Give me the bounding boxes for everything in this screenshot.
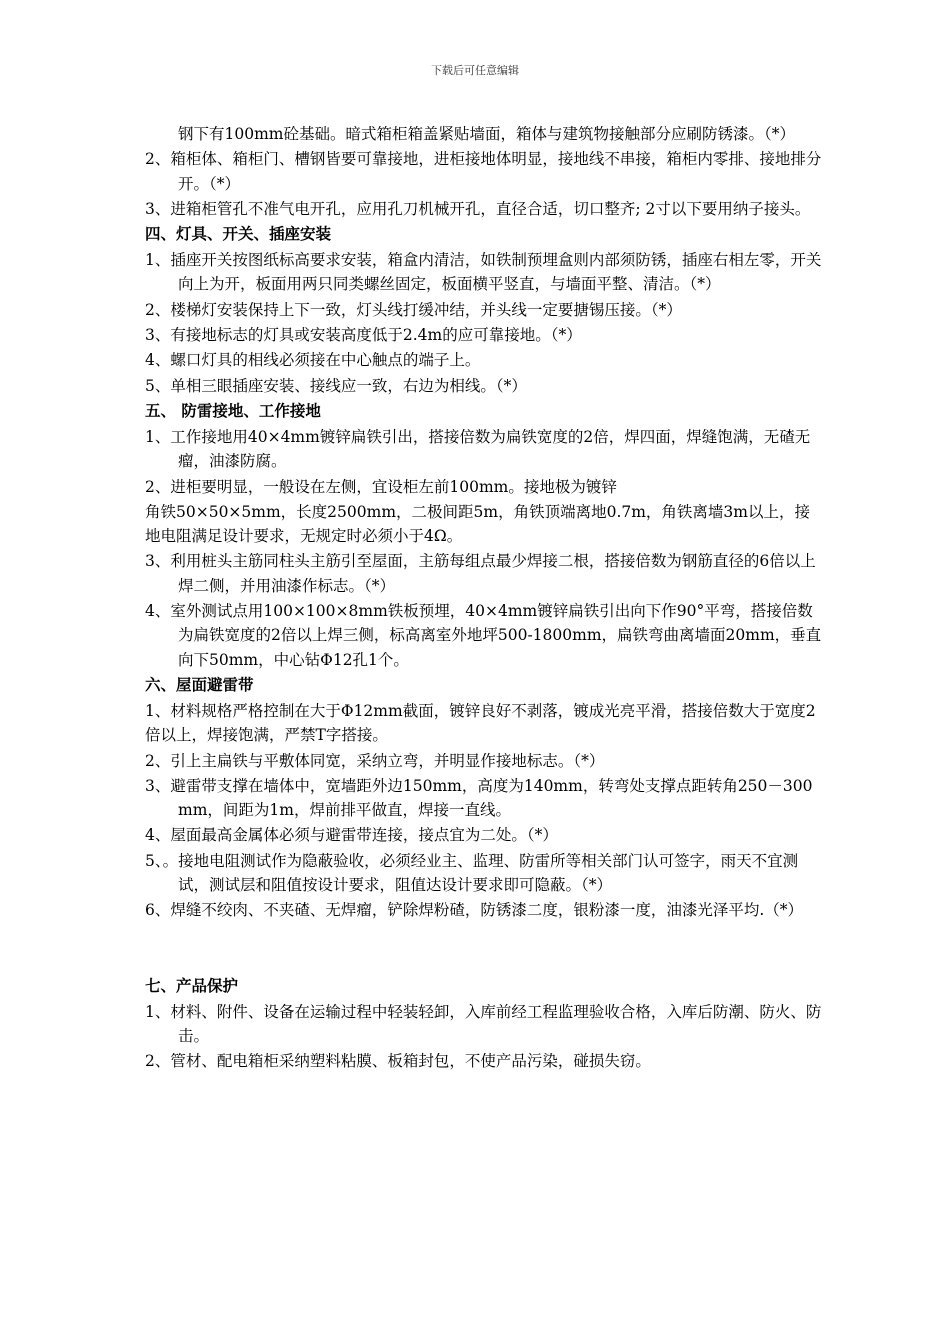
section-heading: 四、灯具、开关、插座安装	[145, 225, 332, 244]
list-item: 1、插座开关按图纸标高要求安装，箱盒内清洁，如铁制预埋盒则内部须防锈，插座右相左零，开关向上为开，板面用两只同类螺丝固定，板面横平竖直，与墙面平整、清洁。（*）	[145, 251, 822, 294]
list-item: 2、管材、配电箱柜采纳塑料粘膜、板箱封包，不使产品污染，碰损失窃。	[145, 1052, 651, 1071]
list-item: 3、进箱柜管孔不准气电开孔，应用孔刀机械开孔，直径合适，切口整齐; 2寸以下要用纳子接头。	[145, 199, 811, 218]
list-item: 5、。接地电阻测试作为隐蔽验收，必须经业主、监理、防雷所等相关部门认可签字，雨天不宜测试，测试层和阻值按设计要求，阻值达设计要求即可隐蔽。（*）	[145, 851, 799, 895]
paragraph-continuation: 钢下有100mm砼基础。暗式箱柜箱盖紧贴墙面，箱体与建筑物接触部分应刷防锈漆。（*）	[178, 125, 795, 143]
page-header: 下载后可任意编辑	[431, 64, 519, 77]
list-item: 3、利用桩头主筋同柱头主筋引至屋面，主筋每组点最少焊接二根，搭接倍数为钢筋直径的6倍以上焊二侧，并用油漆作标志。（*）	[145, 552, 816, 595]
section-heading: 五、 防雷接地、工作接地	[145, 401, 321, 420]
list-item: 1、材料、附件、设备在运输过程中轻装轻卸，入库前经工程监理验收合格，入库后防潮、防火、防击。	[145, 1002, 822, 1045]
section-heading: 七、产品保护	[145, 976, 239, 995]
list-item: 5、单相三眼插座安装、接线应一致，右边为相线。（*）	[145, 376, 527, 395]
list-item: 4、屋面最高金属体必须与避雷带连接，接点宜为二处。（*）	[145, 826, 558, 845]
list-item: 2、楼梯灯安装保持上下一致，灯头线打缓冲结，并头线一定要搪锡压接。（*）	[145, 300, 682, 319]
list-item: 4、螺口灯具的相线必须接在中心触点的端子上。	[145, 351, 481, 370]
paragraph: 角铁50×50×5mm，长度2500mm，二极间距5m，角铁顶端离地0.7m，角铁离墙3m以上，接地电阻满足设计要求，无规定时必须小于4Ω。	[145, 502, 810, 546]
list-item: 3、有接地标志的灯具或安装高度低于2.4m的应可靠接地。（*）	[145, 326, 582, 345]
paragraph: 1、材料规格严格控制在大于Φ12mm截面，镀锌良好不剥落，镀成光亮平滑，搭接倍数大于宽度2倍以上，焊接饱满，严禁T字搭接。	[145, 701, 816, 745]
list-item: 2、引上主扁铁与平敷体同宽，采纳立弯，并明显作接地标志。（*）	[145, 751, 605, 770]
list-item: 2、进柜要明显，一般设在左侧，宜设柜左前100mm。接地极为镀锌	[145, 477, 617, 496]
section-gap	[145, 924, 825, 974]
list-item: 2、箱柜体、箱柜门、槽钢皆要可靠接地，进柜接地体明显，接地线不串接，箱柜内零排、接地排分开。（*）	[145, 150, 822, 193]
list-item: 6、焊缝不绞肉、不夹碴、无焊瘤，铲除焊粉碴，防锈漆二度，银粉漆一度，油漆光泽平均.（*）	[145, 901, 804, 920]
list-item: 1、工作接地用40×4mm镀锌扁铁引出，搭接倍数为扁铁宽度的2倍，焊四面，焊缝饱满，无碴无瘤，油漆防腐。	[145, 427, 811, 471]
section-heading: 六、屋面避雷带	[145, 675, 254, 694]
list-item: 3、避雷带支撑在墙体中，宽墙距外边150mm，高度为140mm，转弯处支撑点距转角250－300mm，间距为1m，焊前排平做直，焊接一直线。	[145, 776, 813, 820]
list-item: 4、室外测试点用100×100×8mm铁板预埋，40×4mm镀锌扁铁引出向下作90°平弯，搭接倍数为扁铁宽度的2倍以上焊三侧，标高离室外地坪500-1800mm，扁铁弯曲离墙面20mm，垂直向下50mm，中心钻Φ12孔1个。	[145, 602, 822, 669]
document-body	[145, 122, 825, 1075]
